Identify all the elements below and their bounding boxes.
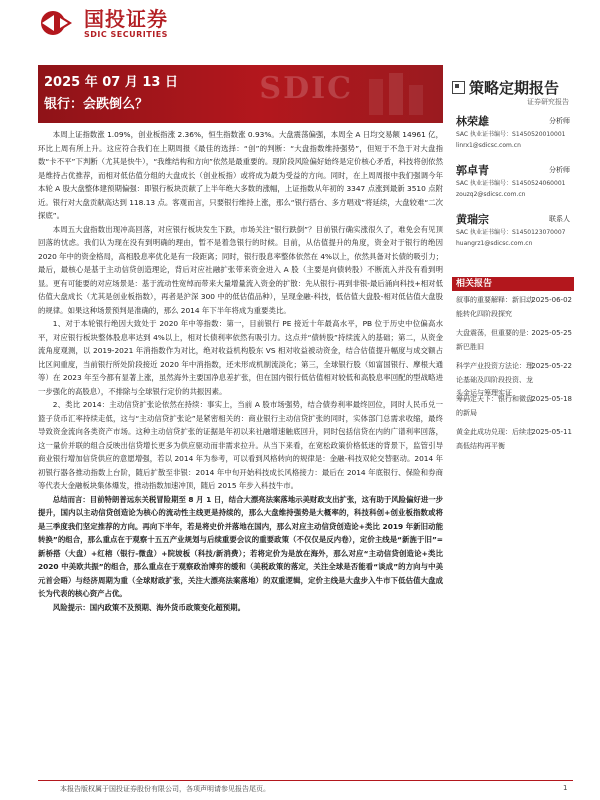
banner-watermark: SDIC <box>259 71 353 106</box>
analyst-name: 林荣雄 <box>456 115 489 128</box>
analyst-role: 分析师 <box>549 166 570 174</box>
related-report-date: 2025-05-11 <box>531 428 572 436</box>
analyst-role: 分析师 <box>549 117 570 125</box>
body-paragraph: 总结而言：目前特朗普远东关税冒险期至 8 月 1 日，结合大漂亮法案落地示美财政支出扩张，这有助于风险偏好进一步提升，国内以主动信贷创造论为核心的流动性主线更是持续的，那么大盘维持强势是大概率的，科技科创+创业板指数或将是三季度我们坚定推荐的方向。再向下半年，若是将史价并落地在国内，那么对应主动信贷创造论+类比 2019 年新旧动能转换”的组合，那么重点在于观察十五五产业规划与后续重要会议的重要政策（不仅仅是反内卷），定价主线是“新旌于旧”=新桥搭（大盘）+红榕（银行-微盘）+院坡板（科技/新消费）；若将定价为是放在海外，那么对应“主动信贷创造论+类比 2020 中美欧共振”的组合，那么重点在于观察政治博弈的缓和（美税政策的落定，关注全球是否能看“谈成”的方向与中美元首会晤）与经济周期为重（全球财政扩张，关注大漂亮法案落地）的双重逻辑，定价主线是大盘步入牛市下低估值大盘成长为代表的核心资产占优。 <box>38 494 443 598</box>
related-report-item[interactable] <box>452 393 574 426</box>
related-report-title[interactable]: 科学产业投资方法论：理论基础及四阶段投资、龙头金运与筹理实证 <box>456 362 533 397</box>
sdic-logo-icon <box>38 6 78 40</box>
related-report-title[interactable]: 筹码定天下：银行和微盘的新局 <box>456 395 533 417</box>
analyst-name: 郭卓青 <box>456 164 489 177</box>
report-title: 银行：会跌倒么？ <box>44 97 149 112</box>
report-date: 2025 年 07 月 13 日 <box>44 75 178 90</box>
analyst-cert: SAC 执业证书编号：S1450524060001 <box>456 180 566 187</box>
brand-logo <box>38 6 168 40</box>
page-number: 1 <box>563 784 568 792</box>
report-type <box>452 77 559 98</box>
related-report-date: 2025-06-02 <box>531 296 572 304</box>
report-type-label: 策略定期报告 <box>469 79 560 97</box>
related-reports-header: 相关报告 <box>452 277 574 291</box>
related-report-title[interactable]: 叙事的重要解释：新旧动能转化四阶段探究 <box>456 296 533 318</box>
footer-divider <box>38 780 573 781</box>
analyst-card <box>452 111 574 160</box>
related-report-date: 2025-05-25 <box>531 329 572 337</box>
risk-warning: 风险提示：国内政策不及预期、海外货币政策变化超预期。 <box>52 602 245 612</box>
body-paragraph: 本周上证指数涨 1.09%，创业板指涨 2.36%，恒生指数涨 0.93%。大盘震荡偏强，本周全 A 日均交易额 14961 亿，环比上周有所上升。这应符合我们在上期周报《最佳的选择：“创”的判断：“大盘指数维持强势”，但短于不急于对大盘指数“卡不平”下判断（尤其是快牛），“我维结构和方向”依然是最重要的。现阶段风险偏好始终是定价核心矛盾，科技将创依然是维持占优推荐，而相对低估值分组的大盘成长（创业板指）或将成为最为受益的方向。同时，在上周周报中我们强调今年本轮 A 股大盘整体建预期偏强：即银行板块贡献了上半年绝大多数的涨幅，上证指数从年初的 3347 点涨到最新 3510 点附近。银行对大盘贡献高达到 118.13 点。客观而言，只要银行维持上涨，那么“银行搭台、多方唱戏”将延续，大盘较难“二次探底”。 <box>38 130 443 220</box>
related-report-title[interactable]: 黄金此成功兑现：后续走高低结构再平衡 <box>456 428 533 450</box>
analyst-cert: SAC 执业证书编号：S1450123070007 <box>456 229 566 236</box>
analyst-email[interactable]: zouzq2@sdicsc.com.cn <box>456 191 526 198</box>
analyst-list <box>452 111 574 258</box>
footer-disclaimer: 本报告版权属于国投证券股份有限公司，各项声明请参见报告尾页。 <box>60 785 270 793</box>
brand-name-en: SDIC SECURITIES <box>84 29 168 39</box>
related-report-item[interactable] <box>452 294 574 327</box>
body-paragraph: 本周五大盘指数出现冲高回落，对应银行板块发生下跌，市场关注“银行跌倒”？目前银行确实涨很久了，难免会有见顶回落的忧虑。我们认为现在没有到明确的理由，暂不是着急银行的时候。目前，从估值提升的角度，资金对于银行的绝因 2020 年中的资金格局，高相股息率优化是有一段距离；同时，银行股息率整体依然在 4%以上，依然具备对长债的吸引力；最后，最核心是基于主动信贷创造理论，背后对应社融扩张带来资金进入 A 股（主要是向债转股）不断流入并没有看到明显。更有可能要的对应场景是：基于流动性宽绰而带来大量增量流入资金的扩散：先从银行-再到非银-最后涌向科技+相对低估值大盘成长（尤其是创业板指数），再者是沪深 300 中的低估值品种），呈现金融-科技，低估值大盘股-相对低估值大盘股的规律。如果这种场景预判是准确的，那么 2014 年下半年将成为重要类比。 <box>38 224 443 315</box>
body-paragraph: 1、对于本轮银行绝因大致处于 2020 年中等指数：第一，目前银行 PE 接近十年最高水平，PB 位于历史中位偏高水平，对应银行板块整体股息率达到 4%以上，相对长债利率依然有吸引力。这点并“债转股”持续流入的基础；第二，从资金流角度观测，以 2019-2021 年消指数作为对比，绝对收益机构股东 VS 相对收益被动资金，结合估值提升幅度与成交额占比区间重度，当前银行所处阶段接近 2020 年中消指数，还未形成机制流淡化；第三，全球银行股（如富国银行、摩根大通等）在 2023 年至今都有显著上涨，虽然海外主要国净息差扩张，但在国内银行低估值相对较低和高股息率回配的型战略进一步强化的高股息），不排除与全球银行定价的共振因素。 <box>38 319 443 396</box>
analyst-email[interactable]: huangrz1@sdicsc.com.cn <box>456 240 533 247</box>
related-reports <box>452 277 574 459</box>
analyst-cert: SAC 执业证书编号：S1450520010001 <box>456 131 566 138</box>
analyst-email[interactable]: linrx1@sdicsc.com.cn <box>456 142 521 149</box>
report-body <box>38 128 443 614</box>
banner-graphic-icon <box>359 69 439 119</box>
related-report-title[interactable]: 大盘震荡，但重要的是：新巴胜旧 <box>456 329 533 351</box>
analyst-card <box>452 160 574 209</box>
brand-name-cn: 国投证券 <box>84 6 168 31</box>
related-report-item[interactable] <box>452 327 574 360</box>
related-report-item[interactable] <box>452 426 574 459</box>
department-label: 证券研究报告 <box>527 98 569 106</box>
related-report-date: 2025-05-22 <box>531 362 572 370</box>
body-paragraph: 2、类比 2014：主动信贷扩张论依然在持续：事实上，当前 A 股市场强势，结合债券利率最终回位，同时人民币兑一篮子货币汇率持续走低，这与“主动信贷扩张论”是紧密相关的：商业银行主动信贷扩张的同时，实体部门总需求收缩，最终导致资金流向各类资产市场。这种主动信贷扩张的证据是年初以来社融增速触底回升，同时包括信贷在内的广谱利率回落，这一量价并联的组合反映出信贷增长更多为供应驱动而非需求拉升。从当下来看，在宽松政策价格低迷的背景下，监管引导商业银行增加信贷供应的意愿增强，若以 2014 年为参考，可以看到风格转向的规律是：金融-科技双轮交替驱动。2014 年初银行器各推动指数上台阶，随后扩散至非银：2014 年中旬开始科技成长风格接力：最后在 2014 年底银行、保险和券商等代表大金融板块集体爆发，推动指数加速冲顶，随后 2015 年步入科技牛市。 <box>38 400 443 490</box>
report-type-icon <box>452 81 465 94</box>
analyst-name: 黄瑞宗 <box>456 213 489 226</box>
title-banner <box>38 65 443 123</box>
analyst-card <box>452 209 574 258</box>
related-report-date: 2025-05-18 <box>531 395 572 403</box>
analyst-role: 联系人 <box>549 215 570 223</box>
related-report-item[interactable] <box>452 360 574 397</box>
